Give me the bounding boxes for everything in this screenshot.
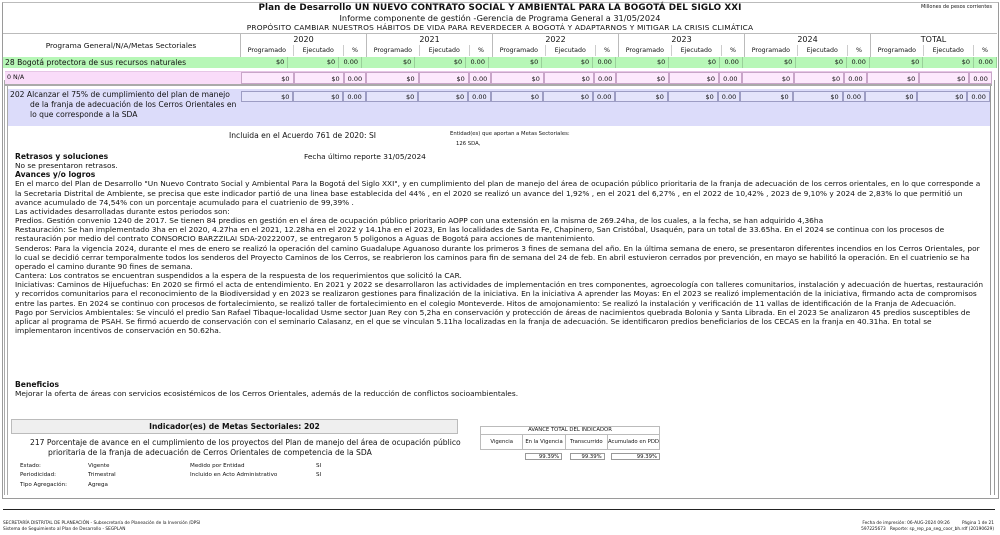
left-border xyxy=(4,80,8,495)
year-label: TOTAL xyxy=(920,35,947,44)
year-label: 2024 xyxy=(797,35,818,44)
sub-header: Programado xyxy=(619,45,672,56)
value-cell: 0.00 xyxy=(969,72,992,84)
na-row xyxy=(5,71,992,86)
value-cell: 0.00 xyxy=(843,91,865,102)
value-cell: $0 xyxy=(669,57,720,68)
value-cell: 0.00 xyxy=(469,72,492,84)
units-label: Millones de pesos corrientes xyxy=(920,4,992,10)
footer-system: Sistema de Seguimiento al Plan de Desarrollo - SEGPLAN xyxy=(3,526,126,532)
footer-right xyxy=(820,521,994,532)
avance-value-en-vigencia: 99.39% xyxy=(525,453,562,460)
print-date: Fecha de impresión: 06-AUG-2024 09:26 xyxy=(862,521,950,526)
footer-left xyxy=(3,521,200,532)
year-label: 2022 xyxy=(545,35,566,44)
value-cell: $0 xyxy=(668,91,718,102)
row-values xyxy=(241,89,990,126)
meta-description: 202 Alcanzar el 75% de cumplimiento del plan de manejo de la franja de adecuación de los Cerros Orientales en lo que corresponde a la SDA xyxy=(10,90,237,119)
field-label: Estado: xyxy=(20,463,41,469)
field-label: Periodicidad: xyxy=(20,472,57,479)
sub-header: % xyxy=(981,47,988,54)
footer-divider xyxy=(3,509,995,510)
value-cell: $0 xyxy=(288,57,339,68)
field-label: Medido por Entidad xyxy=(190,463,245,469)
field-value: Vigente xyxy=(88,463,110,469)
footer-org: SECRETARÍA DISTRITAL DE PLANEACIÓN - Subsecretaría de Planeación de la Inversión /DPSI xyxy=(3,521,201,526)
sub-header: % xyxy=(477,47,484,54)
value-cell: 0.00 xyxy=(974,57,997,68)
value-cell: $0 xyxy=(615,91,667,102)
sub-header: % xyxy=(351,47,358,54)
year-group xyxy=(366,34,492,57)
value-cell: 0.00 xyxy=(339,57,362,68)
sub-header: Programado xyxy=(367,45,420,56)
row-values xyxy=(235,57,997,68)
program-column-header: Programa General/N/A/Metas Sectoriales xyxy=(45,41,197,50)
field-label: Tipo Agregación: xyxy=(20,481,68,488)
value-cell: $0 xyxy=(616,57,669,68)
value-cell: $0 xyxy=(241,91,293,102)
program-row xyxy=(3,57,997,68)
avances-paragraph: Pago por Servicios Ambientales: Se vinculó el predio San Rafael Tibaque-localidad Usme sector Juan Rey con 5,2ha en conservación y protección de áreas de nacimientos quebrada Bolonia y Santa Librada. En el 2023 Se analizaron 45 predios susceptibles de aplicar al programa de PSAH. Se firmó acuerdo de conservación con el seminario Calasanz, en el que se vinculan 5.11ha localizadas en la franja de adecuación. Se identificaron predios beneficiarios de los CECAS en la franja en 40.31ha. En total se implementaron incentivos de conservación en 50.62ha. xyxy=(15,307,971,335)
year-label: 2021 xyxy=(419,35,440,44)
value-cell: $0 xyxy=(491,72,544,84)
value-cell: 0.00 xyxy=(343,91,365,102)
value-cell: 0.00 xyxy=(344,72,367,84)
value-cell: $0 xyxy=(415,57,466,68)
report-proposito: PROPÓSITO CAMBIAR NUESTROS HÁBITOS DE VIDA PARA REVERDECER A BOGOTÁ Y ADAPTARNOS Y MITIGAR LA CRISIS CLIMÁTICA xyxy=(246,23,754,32)
value-cell: 0.00 xyxy=(593,91,615,102)
value-cell: $0 xyxy=(865,91,917,102)
sub-header: % xyxy=(603,47,610,54)
fecha-reporte: Fecha último reporte 31/05/2024 xyxy=(304,152,426,161)
avances-paragraph: Iniciativas: Caminos de Hijuefuchas: En 2020 se firmó el acta de entendimiento. En 2021 y 2022 se desarrollaron las actividades de implementación en tres componentes, agroecología con talleres comunitarios, instalación y adecuación de huertas, restauración y recorridos comunitarios para el reconocimiento de la Biodiversidad y en 2023 se realizaron gestiones para finalización de la iniciativa. En la iniciativa A aprender las Moyas: En el 2023 se realizó implementación de la iniciativa, firmando acta de compromisos entre las partes. En 2024 se continuo con procesos de fortalecimiento, se realizó taller de fortalecimiento en el colegio Monteverde. Hitos de amojonamiento: Se realizó la instalación y verificación de 11 vallas de identificación de la Franja de Adecuación. xyxy=(15,280,984,308)
indicador-field-values xyxy=(88,462,116,490)
report-title: Plan de Desarrollo UN NUEVO CONTRATO SOCIAL Y AMBIENTAL PARA LA BOGOTÁ DEL SIGLO XXI xyxy=(258,3,742,13)
value-cell: 0.00 xyxy=(719,72,742,84)
value-cell: 0.00 xyxy=(718,91,740,102)
value-cell: $0 xyxy=(742,72,795,84)
value-cell: $0 xyxy=(293,91,343,102)
sub-header: Ejecutado xyxy=(924,45,974,56)
value-cell: $0 xyxy=(544,72,594,84)
avances-title: Avances y/o logros xyxy=(15,170,96,180)
avances-text xyxy=(15,179,985,335)
sub-header: Programado xyxy=(745,45,798,56)
value-cell: $0 xyxy=(491,91,543,102)
value-cell: $0 xyxy=(235,57,288,68)
year-column-headers xyxy=(240,34,996,57)
avances-paragraph: Restauración: Se han implementado 3ha en el 2020, 4.27ha en el 2021, 12.28ha en el 2022 y 14.1ha en el 2023, En las localidades de Santa Fe, Chapinero, San Cristóbal, Usaquén, para un total de 33.65ha. En el 2024 se continua con los procesos de restauración por medio del contrato CONSORCIO BARZZILAI SDA-20222007, se entregaron 5 poligonos a Aguas de Bogotá para acciones de mantenimiento. xyxy=(15,225,945,244)
value-cell: $0 xyxy=(796,57,847,68)
field-value: SI xyxy=(316,463,322,469)
avances-paragraph: En el marco del Plan de Desarrollo "Un Nuevo Contrato Social y Ambiental Para la Bogotá del Siglo XXI", y en cumplimiento del plan de manejo del área de ocupación público prioritaria de la franja de adecuación de los cerros orientales, en lo que corresponde a la Secretaria Distrital de Ambiente, se precisa que este indicador partió de una linea base establecida del 44% , en el 2020 se realizó un avance del 1,92% , en el 2021 del 6,27% , en el 2022 de 10,42% , 2023 de 9,10% y 2024 de 2,83% lo que permitió un avance acumulado de 74,54% con un porcentaje acumulado para el cuatrienio de 99,39% . xyxy=(15,179,981,207)
value-cell: $0 xyxy=(867,72,920,84)
value-cell: $0 xyxy=(366,72,419,84)
avance-value-transcurrido: 99.39% xyxy=(570,453,605,460)
sub-header: Ejecutado xyxy=(420,45,470,56)
report-name: Reporte: sp_rep_pa_seg_coor_bh.rdf (20190629) xyxy=(889,526,994,532)
value-cell: $0 xyxy=(917,91,967,102)
row-label: 0 N/A xyxy=(7,74,25,81)
sub-header: Ejecutado xyxy=(546,45,596,56)
year-label: 2023 xyxy=(671,35,692,44)
avances-paragraph: Predios. Gestión convenio 1240 de 2017. Se tienen 84 predios en gestión en el área de ocupación público prioritario AOPP con una extensión en la misma de 269.24ha, de los cuales, a la fecha, se han adquirido 4,36ha xyxy=(15,216,824,226)
report-id: 597225673 xyxy=(861,526,886,532)
value-cell: $0 xyxy=(793,91,843,102)
value-cell: 0.00 xyxy=(847,57,870,68)
right-border xyxy=(990,80,995,495)
sub-header: Programado xyxy=(871,45,924,56)
value-cell: $0 xyxy=(419,72,469,84)
avance-value-acumulado: 99.39% xyxy=(611,453,660,460)
field-value: Trimestral xyxy=(88,472,116,479)
field-value: Agrega xyxy=(88,481,108,488)
value-cell: $0 xyxy=(743,57,796,68)
year-group xyxy=(492,34,618,57)
value-cell: $0 xyxy=(542,57,593,68)
beneficios-title: Beneficios xyxy=(15,380,59,389)
sub-header: % xyxy=(729,47,736,54)
report-subtitle: Informe componente de gestión -Gerencia de Programa General a 31/05/2024 xyxy=(339,13,661,23)
field-label: Incluido en Acto Administrativo xyxy=(190,472,278,479)
entidad-label: Entidad(es) que aportan a Metas Sectoriales: xyxy=(450,131,570,137)
field-value: SI xyxy=(316,472,322,479)
value-cell: 0.00 xyxy=(967,91,989,102)
indicador-field2-labels xyxy=(190,462,277,481)
indicador-box-title: Indicador(es) de Metas Sectoriales: 202 xyxy=(11,419,458,434)
year-group xyxy=(870,34,996,57)
sub-header: Programado xyxy=(493,45,546,56)
value-cell: 0.00 xyxy=(720,57,743,68)
value-cell: $0 xyxy=(366,91,418,102)
value-cell: 0.00 xyxy=(594,72,617,84)
indicador-description: 217 Porcentaje de avance en el cumplimiento de los proyectos del Plan de manejo del área de ocupación público prioritaria de la franja de adecuación de Cerros Orientales de competencia de la SDA xyxy=(30,438,461,457)
avance-col-en-vigencia: En la Vigencia xyxy=(523,435,565,449)
year-label: 2020 xyxy=(293,35,314,44)
retrasos-title: Retrasos y soluciones xyxy=(15,152,109,161)
value-cell: 0.00 xyxy=(593,57,616,68)
value-cell: $0 xyxy=(489,57,542,68)
avances-paragraph: Cantera: Los contratos se encuentran suspendidos a la espera de la respuesta de los requerimientos que solicitó la CAR. xyxy=(15,271,462,281)
value-cell: $0 xyxy=(923,57,974,68)
value-cell: 0.00 xyxy=(844,72,867,84)
sub-header: Ejecutado xyxy=(294,45,344,56)
value-cell: $0 xyxy=(740,91,792,102)
value-cell: $0 xyxy=(362,57,415,68)
indicador-field-labels xyxy=(20,462,67,490)
value-cell: $0 xyxy=(669,72,719,84)
value-cell: $0 xyxy=(543,91,593,102)
value-cell: $0 xyxy=(241,72,294,84)
retrasos-section xyxy=(15,152,985,335)
avance-title: AVANCE TOTAL DEL INDICADOR xyxy=(480,426,660,435)
sub-header: Ejecutado xyxy=(798,45,848,56)
value-cell: $0 xyxy=(870,57,923,68)
year-group xyxy=(240,34,366,57)
value-cell: $0 xyxy=(616,72,669,84)
beneficios-text: Mejorar la oferta de áreas con servicios ecosistémicos de los Cerros Orientales, además de la reducción de conflictos socioambientales. xyxy=(15,389,519,399)
year-group xyxy=(744,34,870,57)
sub-header: Programado xyxy=(241,45,294,56)
value-cell: $0 xyxy=(294,72,344,84)
value-cell: $0 xyxy=(794,72,844,84)
value-cell: 0.00 xyxy=(468,91,490,102)
avance-col-transcurrido: Transcurrido xyxy=(566,435,608,449)
entidad-value: 126 SDA, xyxy=(456,141,481,147)
avances-paragraph: Senderos: Para la vigencia 2024, durante el mes de enero se realizó la operación del camino Guadalupe Aguanoso durante los primeros 3 fines de semana del año. En la última semana de enero, se presentaron diferentes incendios en los Cerros Orientales, por lo cual se decidió cerrar temporalmente todos los senderos del Proyecto Caminos de los Cerros, se reabrieron los caminos para fin de semana del 24 de feb. En abril estuvieron cerrados por prevención, en mayo se habilitó la operación. En el cuatrienio se ha operado el camino durante 90 fines de semana. xyxy=(15,243,980,271)
row-label: 28 Bogotá protectora de sus recursos naturales xyxy=(5,58,187,67)
value-cell: $0 xyxy=(418,91,468,102)
avance-col-vigencia: Vigencia xyxy=(481,435,523,449)
acuerdo-label: Incluida en el Acuerdo 761 de 2020: SI xyxy=(229,131,377,140)
beneficios-section xyxy=(15,380,985,398)
value-cell: $0 xyxy=(919,72,969,84)
sub-header: % xyxy=(855,47,862,54)
avances-paragraph: Las actividades desarrolladas durante estos periodos son: xyxy=(15,206,230,216)
value-cell: 0.00 xyxy=(466,57,489,68)
page-number: Página 1 de 21 xyxy=(962,521,994,526)
avance-col-acumulado: Acumulado en PDD xyxy=(608,439,660,445)
retrasos-text: No se presentaron retrasos. xyxy=(15,161,118,171)
avance-total-table xyxy=(480,426,660,460)
indicador-field2-values xyxy=(316,462,321,481)
year-group xyxy=(618,34,744,57)
row-values xyxy=(241,72,992,84)
sub-header: Ejecutado xyxy=(672,45,722,56)
